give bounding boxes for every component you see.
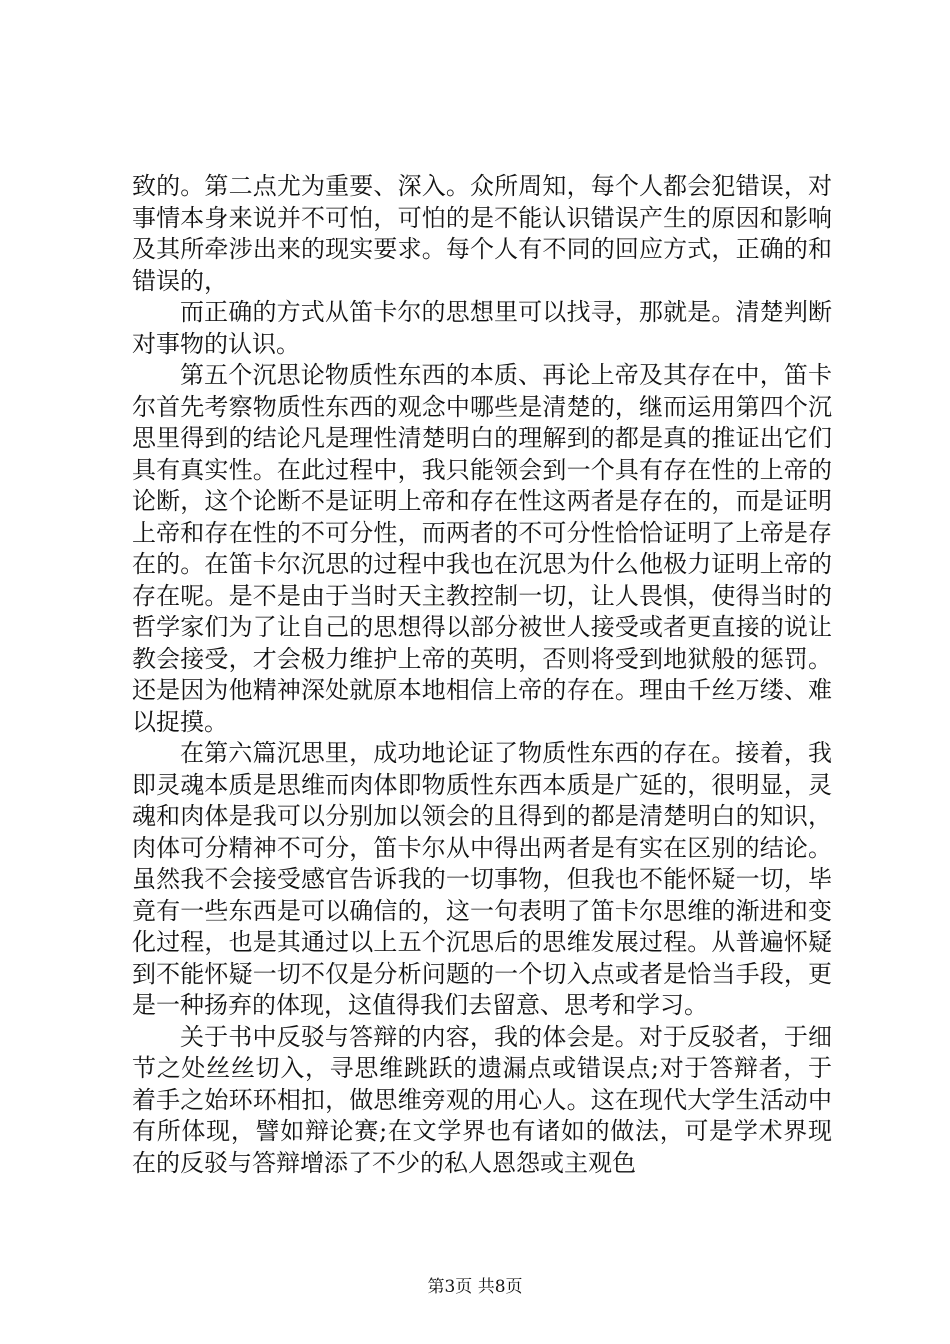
paragraph-4: 在第六篇沉思里，成功地论证了物质性东西的存在。接着，我即灵魂本质是思维而肉体即物质性东西本质是广延的，很明显，灵魂和肉体是我可以分别加以领会的且得到的都是清楚明白的知识，肉体可分精神不可分，笛卡尔从中得出两者是有实在区别的结论。虽然我不会接受感官告诉我的一切事物，但我也不能怀疑一切，毕竟有一些东西是可以确信的，这一句表明了笛卡尔思维的渐进和变化过程，也是其通过以上五个沉思后的思维发展过程。从普遍怀疑到不能怀疑一切不仅是分析问题的一个切入点或者是恰当手段，更是一种扬弃的体现，这值得我们去留意、思考和学习。	[132, 739, 832, 1019]
paragraph-2: 而正确的方式从笛卡尔的思想里可以找寻，那就是。清楚判断对事物的认识。	[132, 298, 832, 358]
page-number-footer: 第3页 共8页	[427, 1277, 523, 1297]
paragraph-5: 关于书中反驳与答辩的内容，我的体会是。对于反驳者，于细节之处丝丝切入，寻思维跳跃的遗漏点或错误点;对于答辩者，于着手之始环环相扣，做思维旁观的用心人。这在现代大学生活动中有所体现，譬如辩论赛;在文学界也有诸如的做法，可是学术界现在的反驳与答辩增添了不少的私人恩怨或主观色	[132, 1022, 832, 1177]
body-text	[132, 171, 832, 1179]
paragraph-1: 致的。第二点尤为重要、深入。众所周知，每个人都会犯错误，对事情本身来说并不可怕，可怕的是不能认识错误产生的原因和影响及其所牵涉出来的现实要求。每个人有不同的回应方式，正确的和错误的，	[132, 172, 832, 295]
paragraph-3: 第五个沉思论物质性东西的本质、再论上帝及其存在中，笛卡尔首先考察物质性东西的观念中哪些是清楚的，继而运用第四个沉思里得到的结论凡是理性清楚明白的理解到的都是真的推证出它们具有真实性。在此过程中，我只能领会到一个具有存在性的上帝的论断，这个论断不是证明上帝和存在性这两者是存在的，而是证明上帝和存在性的不可分性，而两者的不可分性恰恰证明了上帝是存在的。在笛卡尔沉思的过程中我也在沉思为什么他极力证明上帝的存在呢。是不是由于当时天主教控制一切，让人畏惧，使得当时的哲学家们为了让自己的思想得以部分被世人接受或者更直接的说让教会接受，才会极力维护上帝的英明，否则将受到地狱般的惩罚。还是因为他精神深处就原本地相信上帝的存在。理由千丝万缕、难以捉摸。	[132, 361, 832, 736]
